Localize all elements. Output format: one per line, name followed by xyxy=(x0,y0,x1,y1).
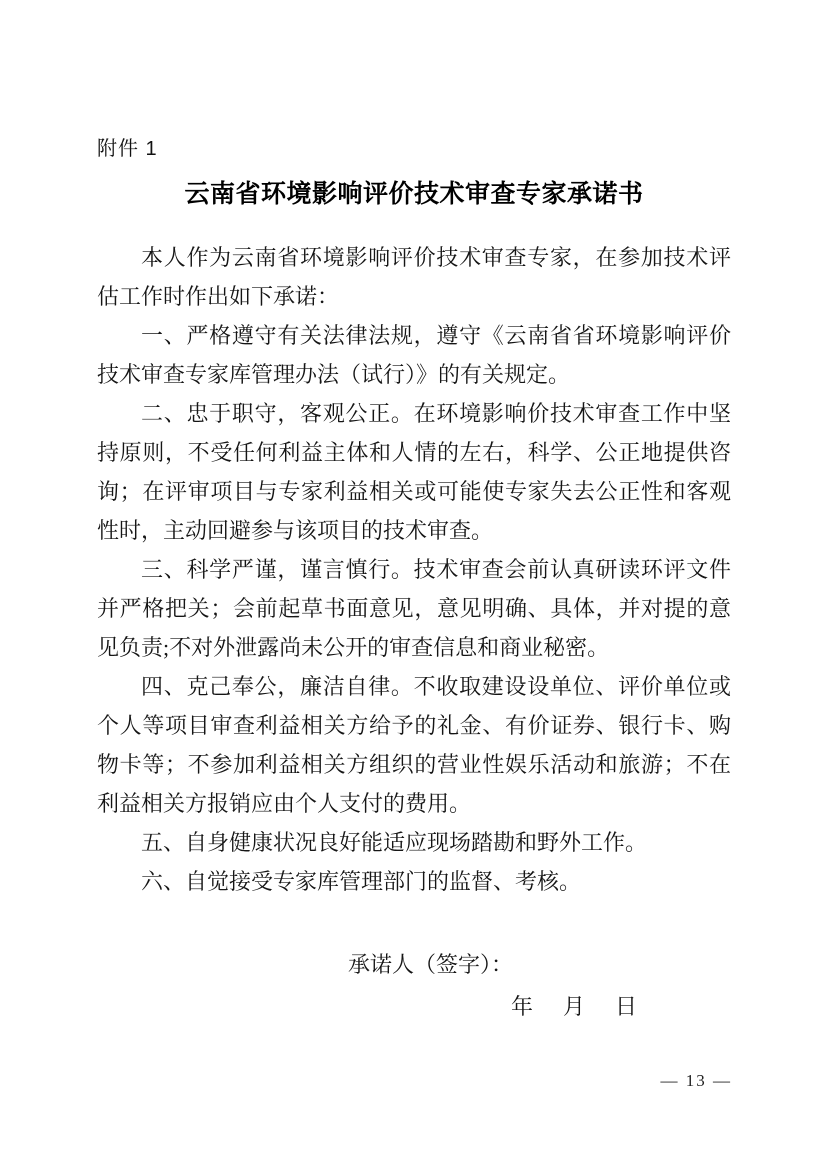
date-line: 年 月 日 xyxy=(511,994,642,1019)
body-paragraph-intro: 本人作为云南省环境影响评价技术审查专家，在参加技术评估工作时作出如下承诺： xyxy=(97,245,731,309)
body-paragraph-item-1: 一、严格遵守有关法律法规，遵守《云南省省环境影响评价技术审查专家库管理办法（试行）》的有关规定。 xyxy=(97,323,731,387)
page-number: — 13 — xyxy=(660,1071,732,1090)
document-body xyxy=(97,238,731,901)
body-paragraph-item-4: 四、克己奉公，廉洁自律。不收取建设设单位、评价单位或个人等项目审查利益相关方给予的礼金、有价证券、银行卡、购物卡等；不参加利益相关方组织的营业性娱乐活动和旅游；不在利益相关方报销应由个人支付的费用。 xyxy=(97,674,731,816)
document-content xyxy=(97,0,731,1026)
body-paragraph-item-3: 三、科学严谨，谨言慎行。技术审查会前认真研读环评文件并严格把关；会前起草书面意见，意见明确、具体，并对提的意见负责;不对外泄露尚未公开的审查信息和商业秘密。 xyxy=(97,557,731,660)
attachment-label: 附件 1 xyxy=(97,138,158,160)
body-paragraph-item-5: 五、自身健康状况良好能适应现场踏勘和野外工作。 xyxy=(141,830,648,855)
document-title: 云南省环境影响评价技术审查专家承诺书 xyxy=(184,181,644,208)
body-paragraph-item-6: 六、自觉接受专家库管理部门的监督、考核。 xyxy=(141,869,582,894)
body-paragraph-item-2: 二、忠于职守，客观公正。在环境影响价技术审查工作中坚持原则，不受任何利益主体和人情的左右，科学、公正地提供咨询；在评审项目与专家利益相关或可能使专家失去公正性和客观性时，主动回避参与该项目的技术审查。 xyxy=(97,401,731,543)
signature-line: 承诺人（签字）： xyxy=(348,952,514,977)
